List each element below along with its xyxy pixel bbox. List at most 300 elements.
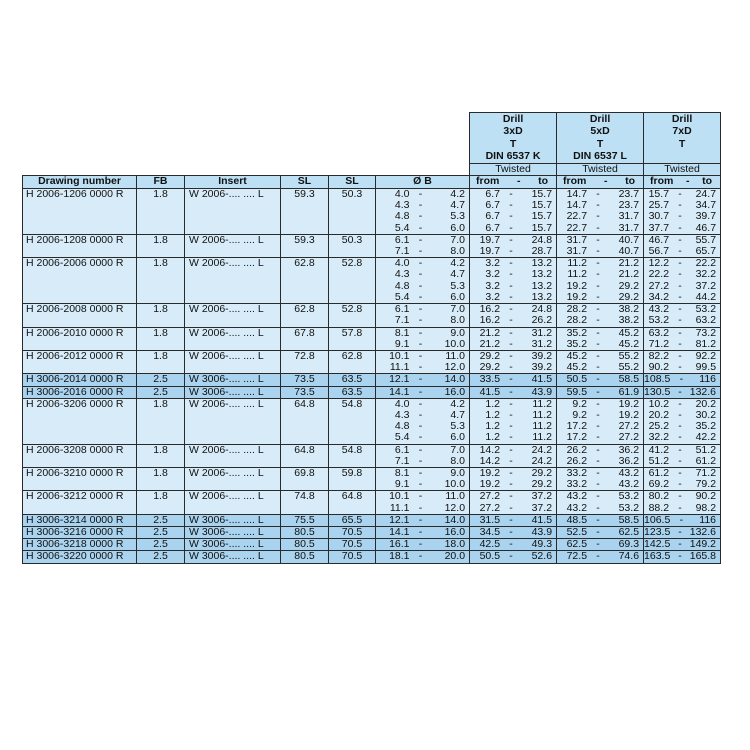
range-dash: - — [509, 257, 513, 270]
sl1-cell: 64.8 — [281, 444, 329, 456]
from-label: from — [476, 175, 500, 188]
drill-3xd-range-cell — [470, 211, 557, 222]
sl1-cell: 62.8 — [281, 304, 329, 316]
insert-cell: W 2006-.... .... L — [185, 189, 281, 201]
range-to: 7.0 — [450, 443, 466, 456]
range-from: 35.2 — [566, 326, 588, 339]
range-dash: - — [418, 550, 423, 563]
range-dash: - — [678, 420, 682, 433]
insert-cell — [185, 362, 281, 374]
range-from: 4.0 — [394, 188, 410, 201]
insert-cell: W 3006-.... .... L — [185, 386, 281, 398]
range-dash: - — [418, 257, 423, 270]
range-dash: - — [509, 245, 513, 258]
range-dash: - — [596, 420, 600, 433]
drawing-number-cell — [23, 211, 137, 222]
range-from: 1.2 — [485, 431, 501, 444]
range-to: 31.2 — [531, 337, 553, 350]
range-value — [376, 315, 469, 326]
range-value — [376, 339, 469, 350]
drill-5xd-range-cell — [557, 514, 644, 526]
range-dash: - — [418, 303, 423, 316]
range-from: 6.7 — [485, 210, 501, 223]
drill-3xd-range-cell — [470, 491, 557, 503]
range-to: 53.2 — [618, 501, 640, 514]
range-dash: - — [509, 349, 513, 362]
range-to: 44.2 — [695, 290, 717, 303]
range-dash: - — [418, 490, 423, 503]
range-value — [376, 432, 469, 443]
range-from: 28.2 — [566, 303, 588, 316]
range-from: 14.2 — [479, 443, 501, 456]
range-to: 71.2 — [695, 466, 717, 479]
range-to: 40.7 — [618, 233, 640, 246]
drawing-number-cell: H 3006-3214 0000 R — [23, 514, 137, 526]
fb-cell — [137, 246, 185, 258]
drill-standard: DIN 6537 K — [485, 150, 541, 163]
drill-3xd-range-cell — [470, 432, 557, 444]
range-to: 11.0 — [445, 490, 466, 503]
range-value — [644, 315, 720, 326]
range-dash: - — [678, 525, 682, 538]
range-to: 4.7 — [450, 268, 466, 281]
range-to: 4.7 — [450, 408, 466, 421]
drill-label: Drill — [502, 113, 524, 125]
range-value — [644, 503, 720, 514]
range-to: 8.0 — [450, 314, 466, 327]
drawing-number-cell — [23, 421, 137, 432]
range-to: 92.2 — [695, 349, 717, 362]
drill-5xd-range-cell — [557, 551, 644, 563]
range-from: 62.5 — [566, 538, 588, 551]
range-from: 27.2 — [479, 490, 501, 503]
range-dash: - — [509, 326, 513, 339]
drill-5xd-range-cell — [557, 246, 644, 258]
range-value — [470, 515, 556, 526]
range-to: 11.2 — [532, 420, 553, 433]
insert-cell: W 2006-.... .... L — [185, 491, 281, 503]
drill-5xd-range-cell — [557, 339, 644, 351]
fb-cell — [137, 292, 185, 304]
range-dash: - — [678, 279, 682, 292]
range-value — [557, 362, 643, 373]
range-value — [470, 539, 556, 550]
range-value — [470, 292, 556, 303]
sl1-cell: 59.3 — [281, 234, 329, 246]
range-from: 11.2 — [567, 268, 588, 281]
range-to: 43.9 — [531, 525, 553, 538]
table-row — [23, 281, 721, 292]
diameter-range-cell — [376, 386, 470, 398]
range-from: 42.5 — [479, 538, 501, 551]
range-dash: - — [509, 303, 513, 316]
drill-7xd-range-cell — [644, 269, 721, 280]
range-from: 19.7 — [479, 245, 501, 258]
range-dash: - — [678, 188, 682, 201]
sl1-cell: 69.8 — [281, 467, 329, 479]
range-from: 22.7 — [566, 221, 588, 234]
range-value — [557, 315, 643, 326]
fb-cell: 1.8 — [137, 189, 185, 201]
range-from: 6.1 — [394, 443, 410, 456]
drill-depth: 3xD — [503, 125, 523, 138]
range-from: 5.4 — [394, 221, 410, 234]
table-row — [23, 350, 721, 362]
drill-depth: 7xD — [672, 125, 692, 138]
insert-cell — [185, 421, 281, 432]
range-dash: - — [509, 361, 513, 374]
fb-cell: 1.8 — [137, 398, 185, 410]
range-from: 48.5 — [566, 513, 588, 526]
col-diameter-b: Ø B — [376, 176, 470, 189]
range-to: 58.5 — [618, 373, 640, 386]
range-from: 52.5 — [566, 525, 588, 538]
range-from: 33.5 — [479, 373, 501, 386]
dash-label: - — [685, 175, 690, 188]
drill-7xd-range-cell — [644, 386, 721, 398]
range-from: 25.2 — [648, 420, 670, 433]
sl2-cell: 64.8 — [329, 491, 376, 503]
range-dash: - — [509, 454, 513, 467]
drawing-number-cell — [23, 432, 137, 444]
range-value — [376, 515, 469, 526]
range-from: 29.2 — [479, 349, 501, 362]
range-dash: - — [418, 513, 423, 526]
range-value — [644, 456, 720, 467]
table-row — [23, 467, 721, 479]
range-dash: - — [509, 385, 513, 398]
insert-cell: W 2006-.... .... L — [185, 304, 281, 316]
range-from: 21.2 — [479, 326, 501, 339]
range-from: 11.2 — [567, 257, 588, 270]
range-value — [557, 503, 643, 514]
range-from: 59.5 — [566, 385, 588, 398]
table-row — [23, 234, 721, 246]
range-value — [557, 292, 643, 303]
range-to: 53.2 — [618, 490, 640, 503]
drawing-number-cell: H 2006-1206 0000 R — [23, 189, 137, 201]
range-value — [376, 246, 469, 257]
sl2-cell: 50.3 — [329, 234, 376, 246]
diameter-range-cell — [376, 223, 470, 235]
range-dash: - — [596, 268, 600, 281]
drawing-number-cell — [23, 410, 137, 421]
range-dash: - — [509, 490, 513, 503]
range-value — [376, 479, 469, 490]
range-to: 20.2 — [695, 397, 717, 410]
drawing-number-cell: H 3006-3216 0000 R — [23, 526, 137, 538]
range-dash: - — [509, 501, 513, 514]
table-row — [23, 386, 721, 398]
range-from: 8.1 — [394, 466, 410, 479]
drill-3xd-range-cell — [470, 456, 557, 468]
drawing-number-cell — [23, 246, 137, 258]
range-dash: - — [678, 290, 682, 303]
range-to: 24.8 — [531, 233, 553, 246]
range-dash: - — [509, 233, 513, 246]
range-to: 11.2 — [532, 408, 553, 421]
sl1-cell: 73.5 — [281, 374, 329, 386]
sl1-cell — [281, 421, 329, 432]
range-from: 30.7 — [648, 210, 670, 223]
drawing-number-cell: H 2006-2012 0000 R — [23, 350, 137, 362]
drill-5xd-range-cell — [557, 269, 644, 280]
range-from: 3.2 — [485, 279, 501, 292]
range-value — [557, 551, 643, 562]
sl2-cell — [329, 410, 376, 421]
range-to: 69.3 — [618, 538, 640, 551]
drill-5xd-range-cell — [557, 491, 644, 503]
range-value — [470, 339, 556, 350]
table-row — [23, 421, 721, 432]
range-value — [644, 515, 720, 526]
range-dash: - — [678, 326, 682, 339]
sl1-cell — [281, 269, 329, 280]
range-dash: - — [418, 245, 423, 258]
range-to: 41.5 — [531, 513, 553, 526]
range-dash: - — [678, 233, 682, 246]
range-to: 18.0 — [444, 538, 466, 551]
range-to: 132.6 — [689, 385, 717, 398]
range-dash: - — [509, 373, 513, 386]
drawing-number-cell: H 3006-2014 0000 R — [23, 374, 137, 386]
sl1-cell — [281, 479, 329, 491]
range-from: 19.7 — [479, 233, 501, 246]
range-to: 49.3 — [531, 538, 553, 551]
insert-cell — [185, 315, 281, 327]
insert-cell — [185, 479, 281, 491]
range-from: 26.2 — [566, 454, 588, 467]
range-from: 9.2 — [572, 397, 588, 410]
sl2-cell: 70.5 — [329, 551, 376, 563]
range-from: 10.1 — [389, 349, 410, 362]
range-from: 10.2 — [648, 397, 670, 410]
range-dash: - — [596, 326, 600, 339]
table-row — [23, 514, 721, 526]
range-value — [376, 503, 469, 514]
range-value — [376, 211, 469, 222]
table-row — [23, 258, 721, 270]
range-value — [644, 479, 720, 490]
fb-cell: 1.8 — [137, 327, 185, 339]
drill-7xd-range-cell — [644, 315, 721, 327]
drill-7xd-range-cell — [644, 339, 721, 351]
range-from: 27.2 — [648, 279, 670, 292]
sl2-cell: 62.8 — [329, 350, 376, 362]
sl2-cell — [329, 281, 376, 292]
fb-cell — [137, 421, 185, 432]
drawing-number-cell: H 2006-1208 0000 R — [23, 234, 137, 246]
insert-cell — [185, 200, 281, 211]
range-to: 5.3 — [450, 279, 466, 292]
range-to: 28.7 — [531, 245, 553, 258]
sl2-cell — [329, 432, 376, 444]
sl2-cell — [329, 339, 376, 351]
range-dash: - — [418, 233, 423, 246]
drawing-number-cell — [23, 269, 137, 280]
range-dash: - — [418, 210, 423, 223]
drill-type: T — [509, 137, 517, 150]
range-dash: - — [679, 513, 684, 526]
sl2-cell — [329, 200, 376, 211]
drill-7xd-range-cell — [644, 211, 721, 222]
range-dash: - — [418, 420, 423, 433]
sl1-cell: 75.5 — [281, 514, 329, 526]
range-to: 46.7 — [695, 221, 717, 234]
insert-cell — [185, 211, 281, 222]
range-to: 37.2 — [531, 501, 553, 514]
range-dash: - — [509, 221, 513, 234]
table-row — [23, 398, 721, 410]
range-value — [644, 339, 720, 350]
drill-3xd-range-cell — [470, 539, 557, 551]
range-value — [557, 539, 643, 550]
range-dash: - — [596, 550, 600, 563]
range-from: 9.2 — [572, 408, 588, 421]
range-from: 5.4 — [394, 290, 410, 303]
drill-5xd-range-cell — [557, 386, 644, 398]
drill-standard: DIN 6537 L — [573, 150, 627, 163]
range-dash: - — [418, 408, 423, 421]
range-from: 4.8 — [394, 420, 410, 433]
sl1-cell: 74.8 — [281, 491, 329, 503]
range-from: 41.2 — [648, 443, 670, 456]
range-to: 21.2 — [618, 268, 640, 281]
range-from: 19.2 — [479, 478, 501, 491]
range-to: 39.2 — [531, 361, 553, 374]
sl1-cell: 73.5 — [281, 386, 329, 398]
drill-3xd-range-cell — [470, 479, 557, 491]
range-from: 50.5 — [479, 550, 501, 563]
range-to: 4.2 — [450, 257, 466, 270]
drill-twisted-label: Twisted — [644, 163, 720, 176]
insert-cell: W 3006-.... .... L — [185, 551, 281, 563]
sl2-cell — [329, 315, 376, 327]
range-dash: - — [418, 443, 423, 456]
fb-cell: 1.8 — [137, 304, 185, 316]
range-from: 63.2 — [648, 326, 670, 339]
drawing-number-cell: H 2006-2010 0000 R — [23, 327, 137, 339]
range-value — [557, 339, 643, 350]
range-to: 13.2 — [531, 257, 553, 270]
drawing-number-cell: H 2006-2006 0000 R — [23, 258, 137, 270]
range-from: 46.7 — [648, 233, 670, 246]
range-value — [376, 527, 469, 538]
range-from: 33.2 — [566, 466, 588, 479]
range-from: 1.2 — [485, 397, 501, 410]
sl2-cell — [329, 421, 376, 432]
sl1-cell — [281, 246, 329, 258]
range-dash: - — [509, 478, 513, 491]
range-dash: - — [678, 199, 682, 212]
sl2-cell — [329, 292, 376, 304]
range-value — [376, 362, 469, 373]
table-row — [23, 269, 721, 280]
range-to: 27.2 — [618, 431, 640, 444]
sl1-cell — [281, 281, 329, 292]
range-dash: - — [509, 538, 513, 551]
table-row — [23, 539, 721, 551]
range-dash: - — [596, 525, 600, 538]
drill-holder-table-sheet — [22, 112, 720, 564]
range-to: 22.2 — [695, 257, 717, 270]
diameter-range-cell — [376, 503, 470, 515]
range-value — [644, 387, 720, 398]
sl1-cell — [281, 432, 329, 444]
to-label: to — [702, 175, 713, 188]
range-from: 31.5 — [479, 513, 501, 526]
range-dash: - — [418, 478, 423, 491]
range-to: 37.2 — [695, 279, 717, 292]
range-value — [470, 362, 556, 373]
drawing-number-cell: H 3006-2016 0000 R — [23, 386, 137, 398]
fb-cell: 2.5 — [137, 386, 185, 398]
range-dash: - — [418, 373, 423, 386]
range-from: 43.2 — [566, 490, 588, 503]
range-to: 15.7 — [531, 221, 553, 234]
range-to: 52.6 — [531, 550, 553, 563]
diameter-range-cell — [376, 327, 470, 339]
drawing-number-cell — [23, 315, 137, 327]
range-from: 6.7 — [485, 188, 501, 201]
table-row — [23, 551, 721, 563]
sl2-cell: 52.8 — [329, 304, 376, 316]
drill-3xd-range-cell — [470, 386, 557, 398]
range-dash: - — [678, 443, 682, 456]
range-dash: - — [678, 361, 682, 374]
range-from: 11.1 — [389, 501, 410, 514]
range-from: 20.2 — [648, 408, 670, 421]
sl2-cell: 63.5 — [329, 374, 376, 386]
range-to: 38.2 — [618, 303, 640, 316]
table-row — [23, 327, 721, 339]
drill-header-5xd — [557, 113, 644, 176]
range-from: 34.5 — [479, 525, 501, 538]
range-to: 31.7 — [618, 221, 640, 234]
fb-cell: 2.5 — [137, 514, 185, 526]
range-dash: - — [678, 221, 682, 234]
drill-3xd-range-cell — [470, 223, 557, 235]
range-to: 29.2 — [531, 466, 553, 479]
range-from: 14.1 — [389, 385, 410, 398]
drill-7xd-range-cell — [644, 374, 721, 386]
range-to: 74.6 — [618, 550, 640, 563]
range-to: 23.7 — [618, 188, 640, 201]
sl1-cell — [281, 410, 329, 421]
sl1-cell: 64.8 — [281, 398, 329, 410]
drill-twisted-label: Twisted — [470, 163, 556, 176]
range-value — [376, 491, 469, 502]
range-value — [470, 479, 556, 490]
range-from: 19.2 — [566, 279, 588, 292]
range-to: 6.0 — [450, 290, 466, 303]
drill-3xd-range-cell — [470, 246, 557, 258]
drill-type: T — [678, 137, 686, 150]
range-to: 149.2 — [689, 538, 717, 551]
drill-7xd-range-cell — [644, 223, 721, 235]
range-value — [644, 374, 720, 385]
range-dash: - — [678, 349, 682, 362]
range-from: 29.2 — [479, 361, 501, 374]
drill-5xd-range-cell — [557, 526, 644, 538]
range-to: 4.2 — [450, 188, 466, 201]
sl1-cell — [281, 200, 329, 211]
drill-7xd-range-cell — [644, 539, 721, 551]
drill-7xd-range-cell — [644, 551, 721, 563]
range-dash: - — [596, 290, 600, 303]
dash-label: - — [516, 175, 521, 188]
range-value — [376, 374, 469, 385]
